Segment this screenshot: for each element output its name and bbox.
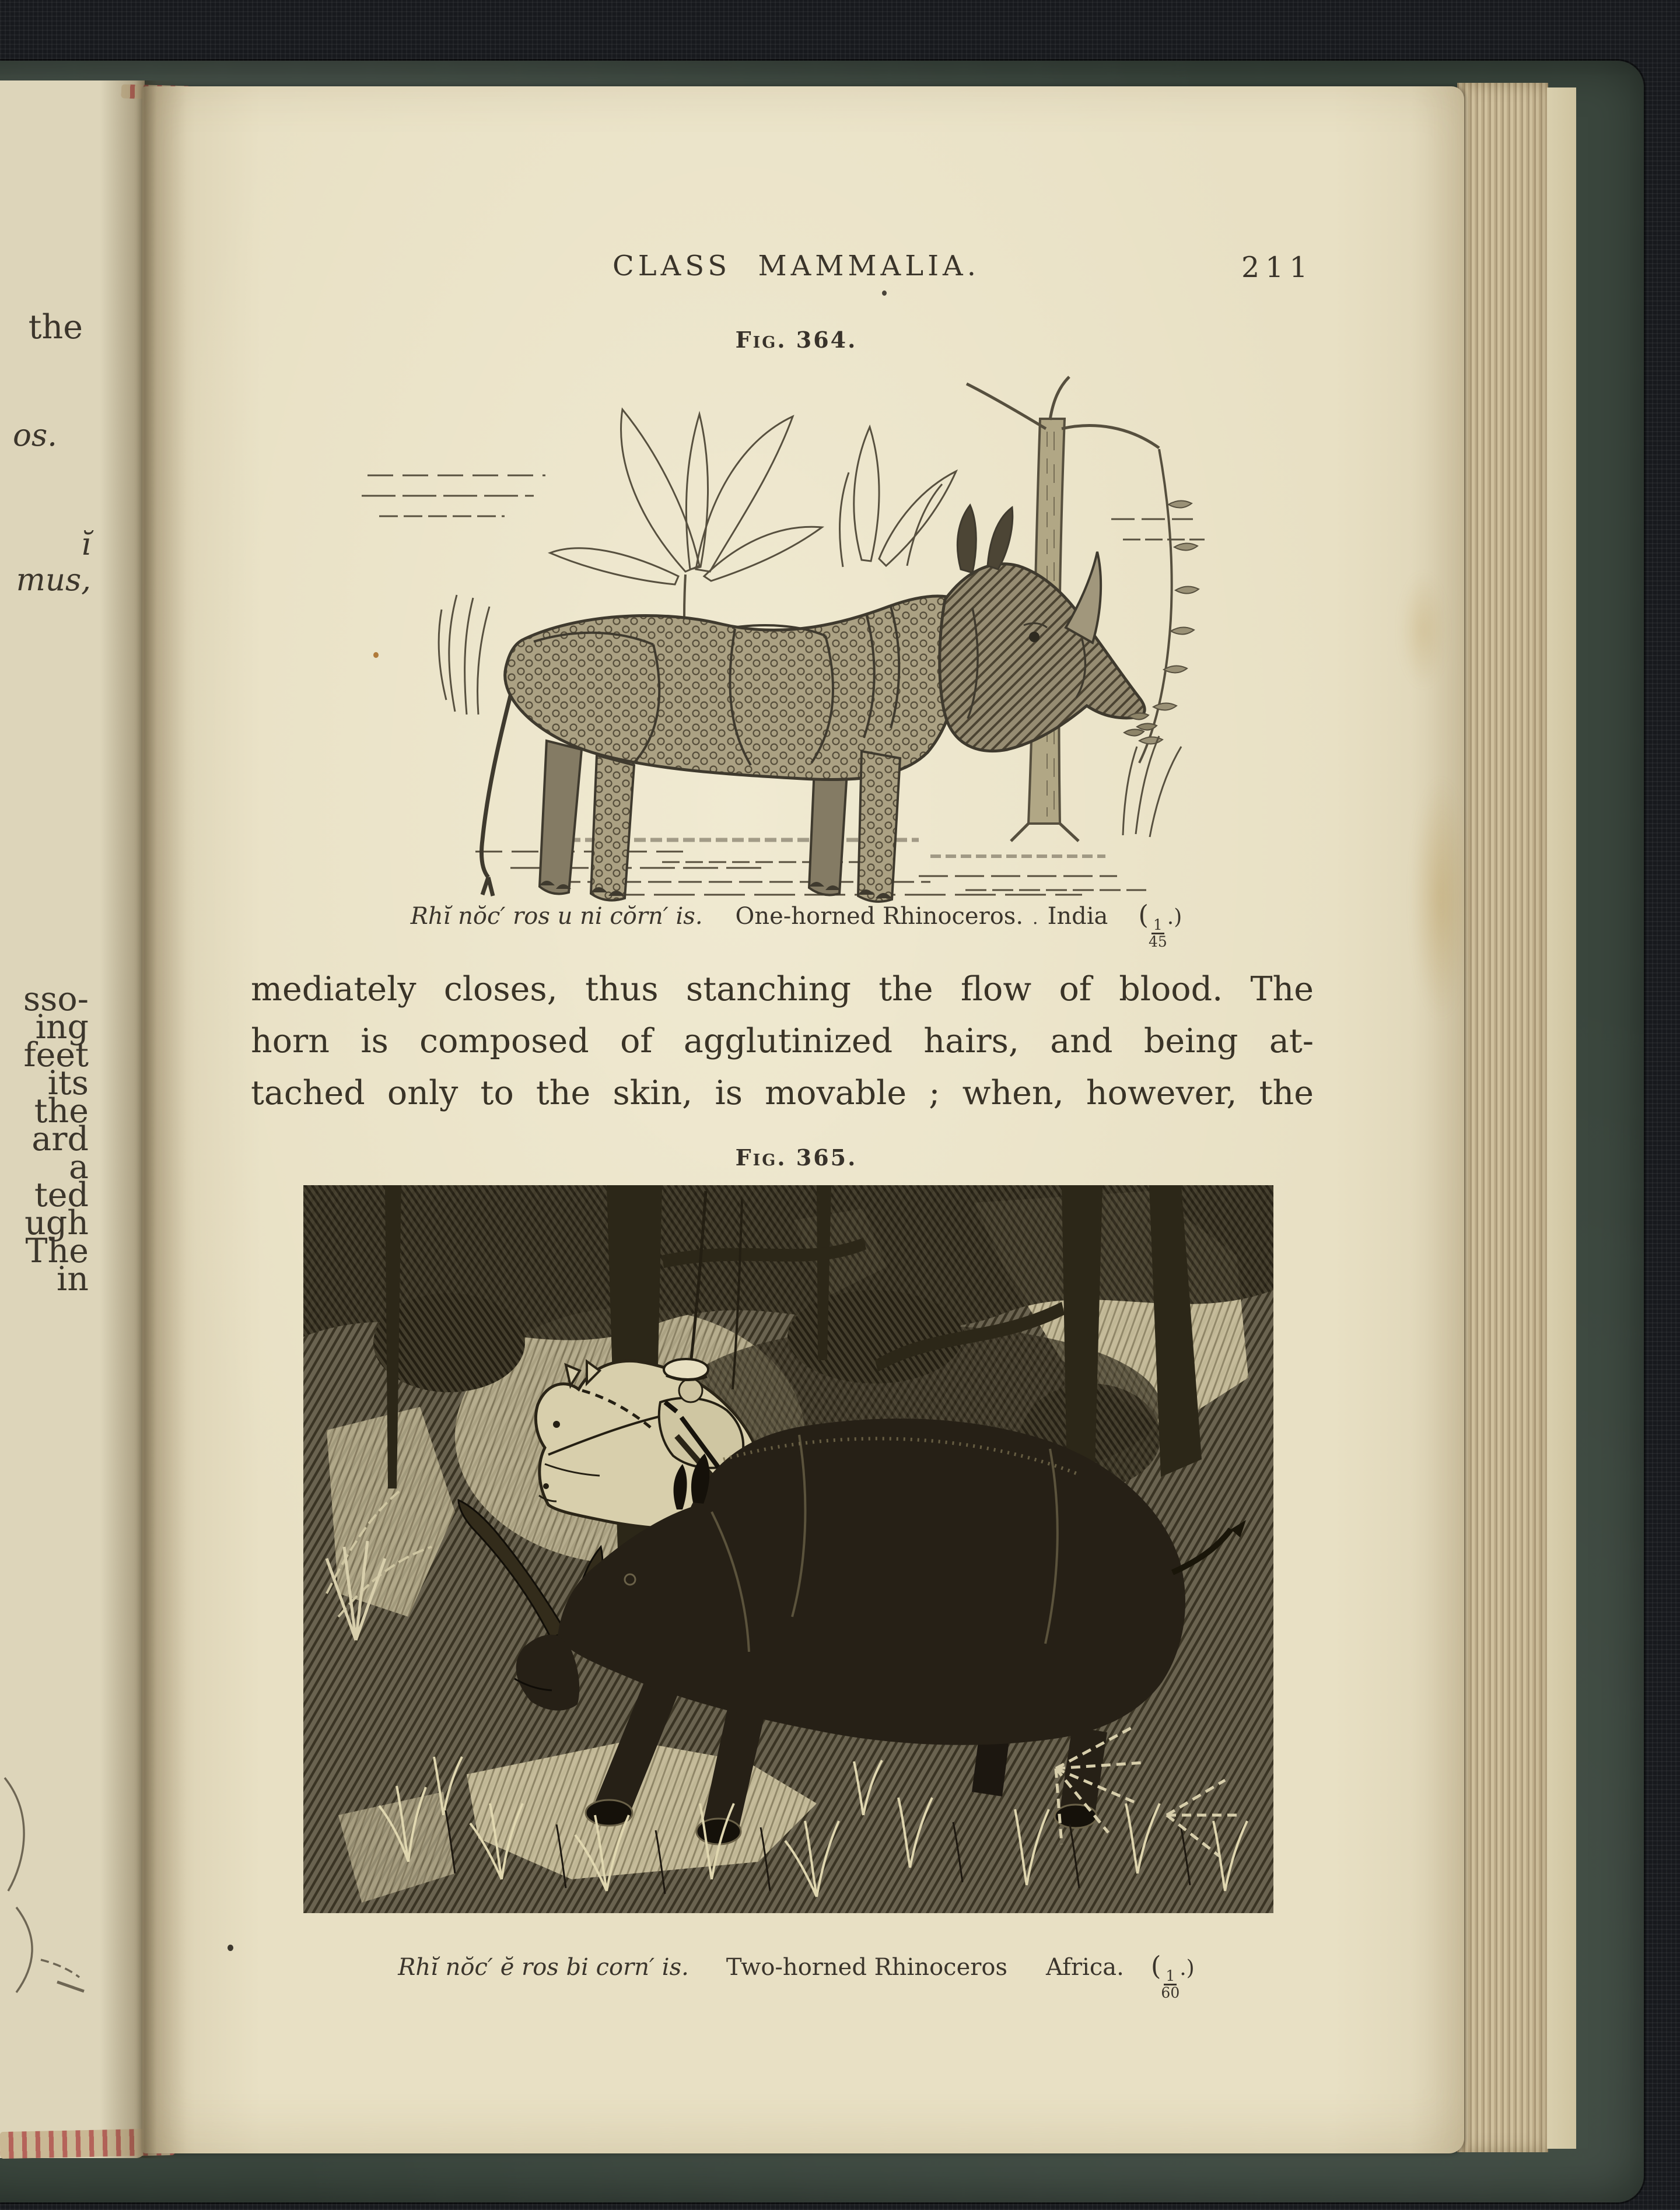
- ink-speck: [882, 290, 887, 296]
- figure-365-two-horned-rhinoceros-hunt-engraving: [303, 1185, 1273, 1913]
- left-page-fragment: ing: [35, 1008, 89, 1046]
- ink-speck: [228, 1945, 233, 1951]
- scale-close: .): [1167, 905, 1182, 929]
- scale-fraction: $\frac{1}{60}$: [1161, 1967, 1180, 2001]
- foxing-speck: [373, 652, 379, 658]
- latin-name: Rhĭ nŏc′ ĕ ros bi corn′ is.: [398, 1954, 689, 1981]
- running-head: CLASS MAMMALIA.: [612, 250, 980, 282]
- common-name: One-horned Rhinoceros.: [735, 903, 1024, 930]
- scale-fraction: $\frac{1}{45}$: [1148, 916, 1167, 950]
- hunter-face: [679, 1379, 702, 1402]
- left-page-fragment: in: [57, 1260, 89, 1298]
- body-line: horn is composed of agglutinized hairs, and being at-: [251, 1022, 1314, 1060]
- left-page-fragment: ted: [34, 1176, 89, 1214]
- left-page-fragment: ĭ mus,: [16, 527, 91, 598]
- body-line: mediately closes, thus stanching the flow of blood. The: [251, 970, 1314, 1008]
- rhino-head: [940, 564, 1144, 751]
- left-page-fragment: os.: [13, 418, 57, 453]
- page-number: 211: [1241, 251, 1314, 284]
- horn: [1066, 552, 1101, 643]
- left-page-fragment: a: [69, 1148, 89, 1186]
- fore-edge-page-stack: [1457, 83, 1548, 2152]
- left-page-fragment: sso-: [23, 980, 89, 1018]
- scale-close: .): [1180, 1956, 1195, 1980]
- scale-open: (: [1138, 899, 1149, 930]
- body-line: tached only to the skin, is movable ; when, however, the: [251, 1074, 1314, 1112]
- outer-page-edge: [1547, 87, 1576, 2149]
- left-page-fragment: its: [47, 1064, 89, 1102]
- region: Africa.: [1045, 1954, 1124, 1981]
- figure-365-label: Fig. 365.: [735, 1144, 858, 1171]
- left-page-fragment: The: [25, 1232, 89, 1270]
- left-page-fragment: the: [34, 1092, 89, 1130]
- left-page-fragment: ugh: [24, 1204, 89, 1242]
- figure-364-caption: [175, 899, 1418, 950]
- left-page-fragment: the: [28, 308, 83, 346]
- horse-eye: [553, 1421, 560, 1428]
- figure-364-label: Fig. 364.: [735, 327, 858, 353]
- region: India: [1047, 903, 1108, 930]
- left-page-fragment: feet: [23, 1036, 89, 1074]
- eye: [1029, 632, 1040, 642]
- figure-364-one-horned-rhinoceros-engraving: [359, 373, 1213, 904]
- tail: [481, 691, 512, 896]
- left-page-fragment: ard: [32, 1120, 89, 1158]
- hanging-branch: [1123, 449, 1199, 837]
- latin-name: Rhĭ nŏc′ ros u ni cŏrn′ is.: [410, 903, 703, 930]
- left-page-engraving-fragment: [0, 1767, 93, 2012]
- body-paragraph: [251, 964, 1314, 1119]
- figure-365-caption: [175, 1950, 1418, 2001]
- stray-mark: .: [1032, 908, 1038, 929]
- scale-open: (: [1150, 1950, 1161, 1981]
- common-name: Two-horned Rhinoceros: [726, 1954, 1007, 1981]
